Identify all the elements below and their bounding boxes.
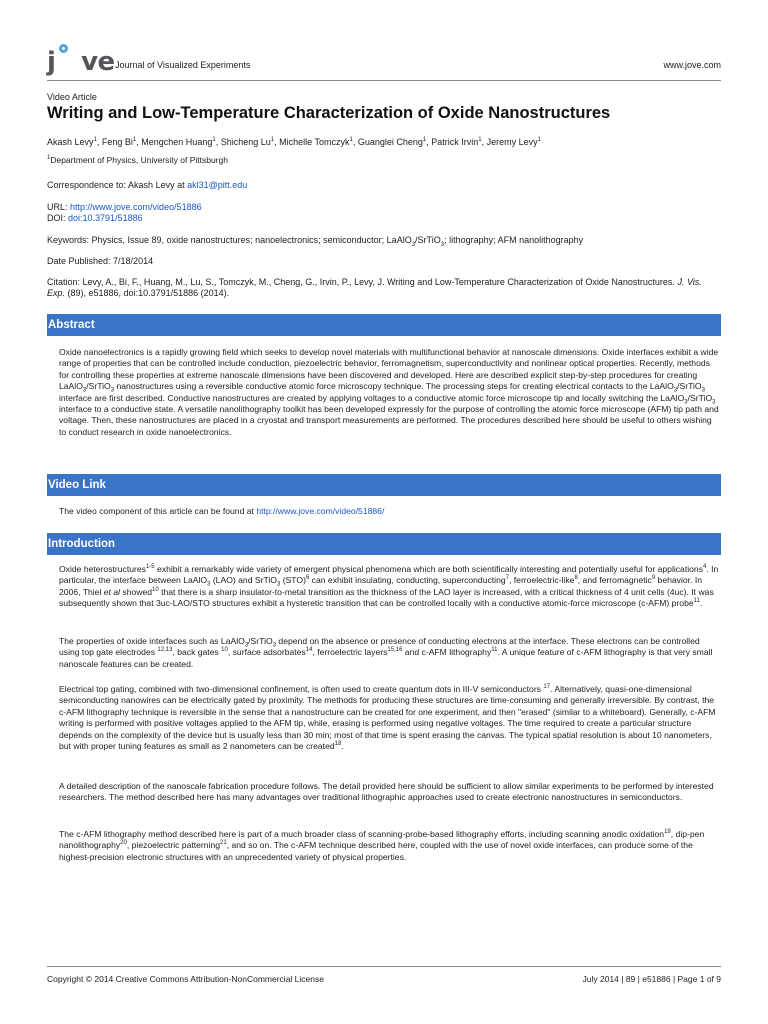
logo-ring-icon [55,48,81,76]
author: Jeremy Levy [486,137,538,147]
journal-header [47,48,721,76]
footer-page-info: July 2014 | 89 | e51886 | Page 1 of 9 [582,974,721,984]
email-link[interactable]: akl31@pitt.edu [187,180,248,190]
video-link-text: The video component of this article can be found at http://www.jove.com/video/51886/ [59,506,385,516]
citation: Citation: Levy, A., Bi, F., Huang, M., Lu, S., Tomczyk, M., Cheng, G., Irvin, P., Levy, J. Writing and Low-Temperature Characterization of Oxide Nanostructures. J. Vis. Exp. (89), e51886, doi:10.3791/51886 (2014). [47,277,702,298]
author: Patrick Irvin [431,137,479,147]
header-divider [47,80,721,81]
article-type: Video Article [47,92,97,102]
author: Shicheng Lu [220,137,271,147]
date-published: Date Published: 7/18/2014 [47,256,154,266]
abstract-text: Oxide nanoelectronics is a rapidly growing field which seeks to develop novel materials with multifunctional behavior at nanoscale dimensions. Oxide interfaces exhibit a wide range of properties that can be controlled include conduction, piezoelectric behavior, ferromagnetism, superconductivity and nonlinear optical properties. Recently, methods for controlling these properties at extreme nanoscale dimensions have been discovered and developed. Here are described explicit step-by-step procedures for creating LaAlO$_3$/SrTiO$_3$ nanostructures using a reversible conductive atomic force microscopy technique. The processing steps for creating electrical contacts to the LaAlO$_3$/SrTiO$_3$ interface are first described. Conductive nanostructures are created by applying voltages to a conductive atomic force microscope tip and locally switching the LaAlO$_3$/SrTiO$_3$ interface to a conductive state. A versatile nanolithography toolkit has been developed expressly for the purpose of controlling the atomic force microscope (AFM) tip path and voltage. Then, these nanostructures are placed in a cryostat and transport measurements are performed. The procedures described here should be useful to others wishing to conduct research in oxide nanoelectronics. [59,347,719,437]
video-url-link[interactable]: http://www.jove.com/video/51886/ [256,506,385,516]
footer-copyright: Copyright © 2014 Creative Commons Attribution-NonCommercial License [47,974,324,984]
intro-paragraph-3: Electrical top gating, combined with two-dimensional confinement, is often used to create quantum dots in III-V semiconductors $^{17}$. Alternatively, quasi-one-dimensional semiconducting nanowires can be electrically gated by proximity. The methods for producing these structures are time-consuming and generally irreversible. By contrast, the c-AFM lithography technique is reversible in the sense that a nanostructure can be created for one experiment, and then "erased" (similar to a whiteboard). Generally, c-AFM writing is performed with positive voltages applied to the AFM tip, while, erasing is performed using negative voltages. The time required to create a particular structure depends on the complexity of the device but is usually less than 30 min; most of that time is spent erasing the canvas. The typical spatial resolution is about 10 nanometers, but with proper tuning features as small as 2 nanometers can be created$^{18}$. [59,684,716,752]
doi-line: DOI: doi:10.3791/51886 [47,213,143,223]
doi-link[interactable]: doi:10.3791/51886 [68,213,143,223]
author: Feng Bi [101,137,133,147]
author: Guanglei Cheng [357,137,423,147]
intro-paragraph-5: The c-AFM lithography method described here is part of a much broader class of scanning-probe-based lithography efforts, including scanning anodic oxidation$^{19}$, dip-pen nanolithography$^{20}$, piezoelectric patterning$^{21}$, and so on. The c-AFM technique described here, coupled with the use of novel oxide interfaces, can produce some of the highest-precision electronic structures with an unprecedented variety of physical properties. [59,829,705,862]
jove-logo[interactable] [47,48,115,76]
article-url-link[interactable]: http://www.jove.com/video/51886 [70,202,202,212]
correspondence: Correspondence to: Akash Levy at akl31@pitt.edu [47,180,248,190]
intro-paragraph-1: Oxide heterostructures$^{1-5}$ exhibit a remarkably wide variety of emergent physical phenomena which are both scientifically interesting and potentially useful for applications$^4$. In particular, the interface between LaAlO$_3$ (LAO) and SrTiO$_3$ (STO)$^6$ can exhibit insulating, conducting, superconducting$^7$, ferroelectric-like$^8$, and ferromagnetic$^9$ behavior. In 2006, Thiel et al showed$^{10}$ that there is a sharp insulator-to-metal transition as the thickness of the LAO layer is increased, with a critical thickness of 4 unit cells (4uc). It was subsequently shown that 3uc-LAO/STO structures exhibit a hysteretic transition that can be controlled locally with a conductive atomic-force microscope (c-AFM) probe$^{11}$. [59,564,719,609]
affiliation: $^1$Department of Physics, University of Pittsburgh [47,155,228,165]
section-header-introduction: Introduction [47,533,721,555]
section-header-abstract: Abstract [47,314,721,336]
footer-divider [47,966,721,967]
author: Michelle Tomczyk [279,137,350,147]
logo-letters: ve [81,47,115,77]
keywords: Keywords: Physics, Issue 89, oxide nanostructures; nanoelectronics; semiconductor; LaAlO$_3$/SrTiO$_3$; lithography; AFM nanolithography [47,235,584,248]
intro-paragraph-4: A detailed description of the nanoscale fabrication procedure follows. The detail provided here should be sufficient to allow similar experiments to be performed by interested researchers. The method described here has many advantages over traditional lithographic approaches used to create electronic nanostructures in semiconductors. [59,781,714,803]
article-title: Writing and Low-Temperature Characterization of Oxide Nanostructures [47,104,611,122]
author: Akash Levy [47,137,94,147]
author-list: Akash Levy$^1$, Feng Bi$^1$, Mengchen Huang$^1$, Shicheng Lu$^1$, Michelle Tomczyk$^1$, Guanglei Cheng$^1$, Patrick Irvin$^1$, Jeremy Levy$^1$ [47,137,541,147]
intro-paragraph-2: The properties of oxide interfaces such as LaAlO$_3$/SrTiO$_3$ depend on the absence or presence of conducting electrons at the interface. These electrons can be controlled using top gate electrodes $^{12,13}$, back gates $^{10}$, surface adsorbates$^{14}$, ferroelectric layers$^{15,16}$ and c-AFM lithography$^{11}$. A unique feature of c-AFM lithography is that very small nanoscale features can be created. [59,636,713,669]
site-link[interactable]: www.jove.com [663,60,721,70]
url-line: URL: http://www.jove.com/video/51886 [47,202,202,212]
journal-name: Journal of Visualized Experiments [115,60,251,70]
author: Mengchen Huang [141,137,213,147]
section-header-video-link: Video Link [47,474,721,496]
logo-letter-j: j [47,47,56,77]
